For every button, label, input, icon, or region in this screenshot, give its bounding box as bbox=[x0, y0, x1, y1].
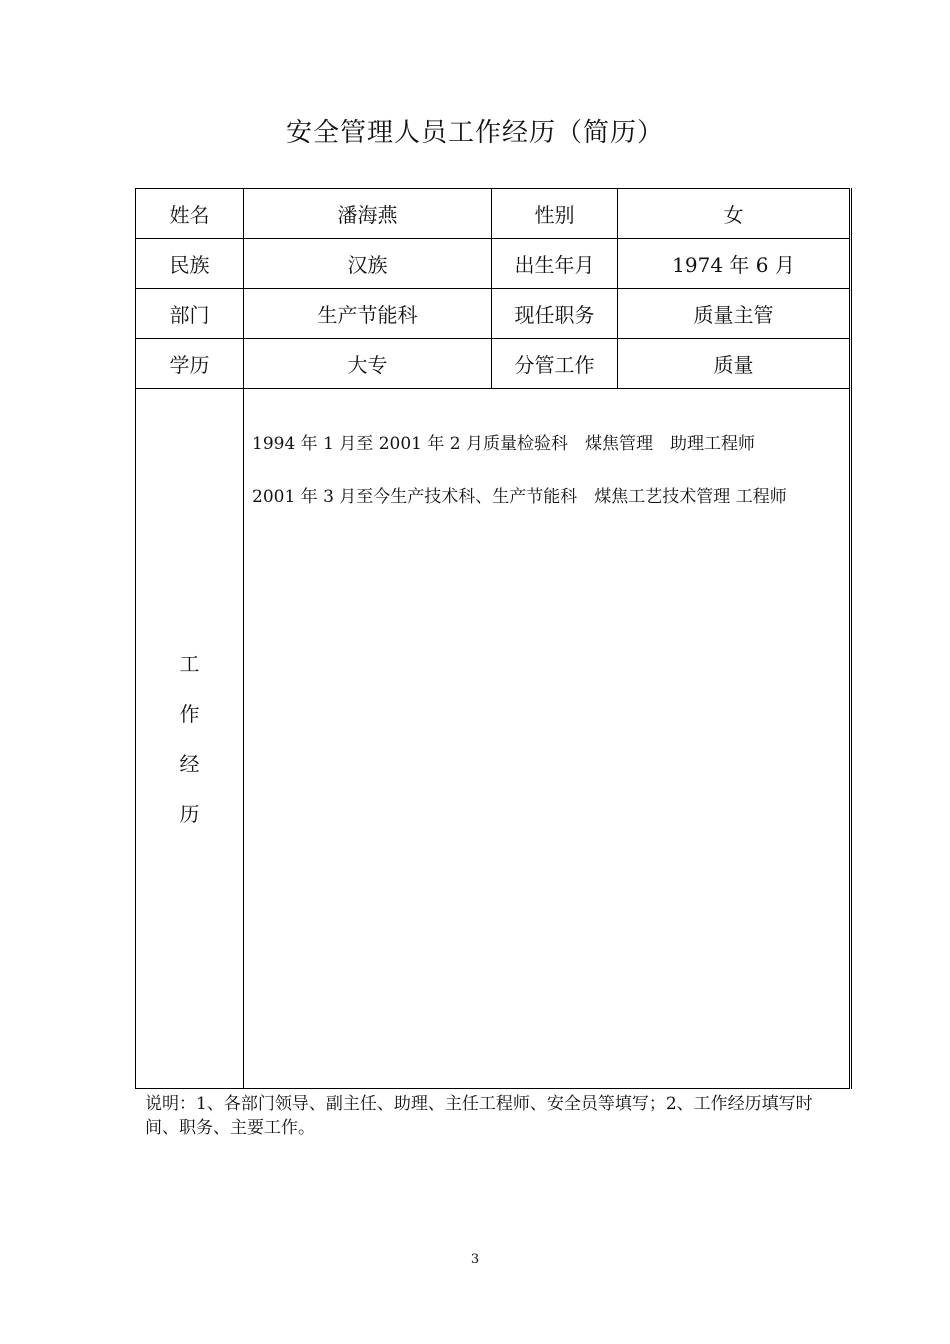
work-history-label bbox=[136, 389, 244, 1089]
work-history-label-char: 作 bbox=[179, 701, 200, 726]
page-title: 安全管理人员工作经历（简历） bbox=[285, 118, 664, 148]
position-value: 质量主管 bbox=[618, 289, 851, 339]
dept-value: 生产节能科 bbox=[244, 289, 492, 339]
work-history-entry: 2001 年 3 月至今生产技术科、生产节能科 煤焦工艺技术管理 工程师 bbox=[252, 487, 787, 507]
work-history-label-char: 工 bbox=[179, 651, 200, 676]
resume-table bbox=[135, 188, 852, 1089]
page-number: 3 bbox=[470, 1252, 480, 1267]
gender-label: 性别 bbox=[492, 189, 618, 239]
note-text: 说明：1、各部门领导、副主任、助理、主任工程师、安全员等填写；2、工作经历填写时间、职务、主要工作。 bbox=[145, 1094, 813, 1138]
row-name bbox=[136, 189, 851, 239]
work-history-entry: 1994 年 1 月至 2001 年 2 月质量检验科 煤焦管理 助理工程师 bbox=[252, 434, 755, 454]
row-work-history bbox=[136, 389, 851, 1089]
birth-label: 出生年月 bbox=[492, 239, 618, 289]
dept-label: 部门 bbox=[136, 289, 244, 339]
position-label: 现任职务 bbox=[492, 289, 618, 339]
work-history-content bbox=[244, 389, 851, 1089]
work-history-label-char: 经 bbox=[179, 751, 200, 776]
row-department bbox=[136, 289, 851, 339]
name-label: 姓名 bbox=[136, 189, 244, 239]
ethnicity-label: 民族 bbox=[136, 239, 244, 289]
gender-value: 女 bbox=[618, 189, 851, 239]
name-value: 潘海燕 bbox=[244, 189, 492, 239]
work-history-label-char: 历 bbox=[179, 801, 200, 826]
duty-value: 质量 bbox=[618, 339, 851, 389]
birth-value: 1974 年 6 月 bbox=[618, 239, 851, 289]
row-ethnicity bbox=[136, 239, 851, 289]
edu-label: 学历 bbox=[136, 339, 244, 389]
edu-value: 大专 bbox=[244, 339, 492, 389]
ethnicity-value: 汉族 bbox=[244, 239, 492, 289]
duty-label: 分管工作 bbox=[492, 339, 618, 389]
row-education bbox=[136, 339, 851, 389]
